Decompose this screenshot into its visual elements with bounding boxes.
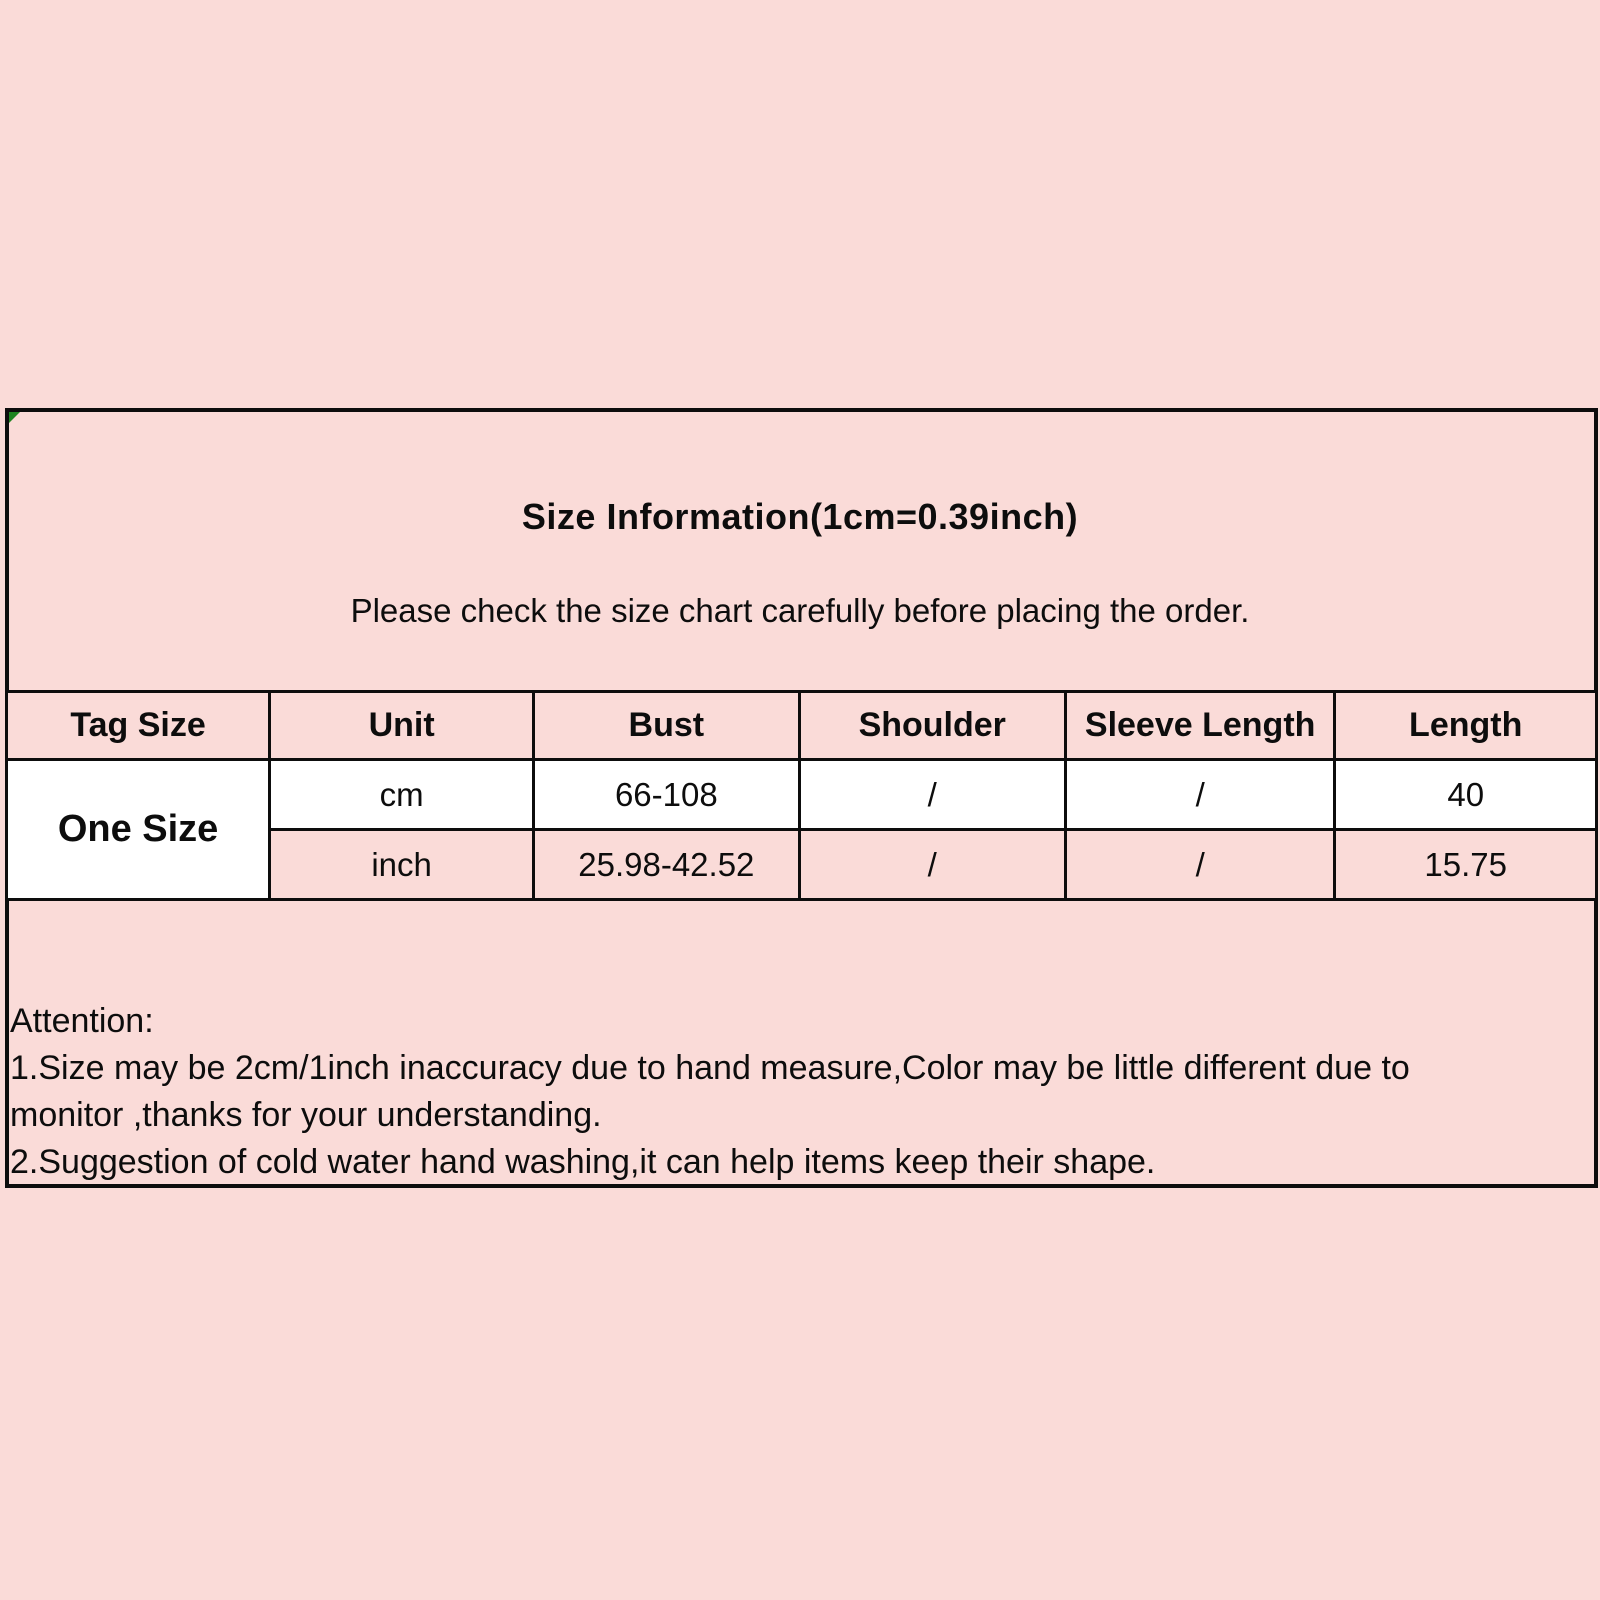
attention-note [10, 998, 1592, 1186]
page-subtitle: Please check the size chart carefully before placing the order. [350, 592, 1250, 629]
cell-unit-inch: inch [270, 830, 534, 900]
table-row-cm [7, 760, 1597, 830]
page-title: Size Information(1cm=0.39inch) [521, 496, 1079, 537]
size-table-header-row [7, 692, 1597, 760]
cell-length-inch: 15.75 [1335, 830, 1597, 900]
column-header-length: Length [1335, 692, 1597, 760]
cell-sleeve-length-cm: / [1065, 760, 1335, 830]
attention-heading: Attention: [10, 1002, 154, 1040]
column-header-sleeve-length: Sleeve Length [1065, 692, 1335, 760]
size-table [5, 690, 1598, 901]
attention-line-1: 1.Size may be 2cm/1inch inaccuracy due to hand measure,Color may be little different due to [10, 1049, 1410, 1087]
attention-line-3: 2.Suggestion of cold water hand washing,it can help items keep their shape. [10, 1143, 1156, 1181]
cell-length-cm: 40 [1335, 760, 1597, 830]
tag-size-cell: One Size [7, 760, 270, 900]
column-header-unit: Unit [270, 692, 534, 760]
green-corner-icon [9, 412, 20, 423]
cell-sleeve-length-inch: / [1065, 830, 1335, 900]
cell-bust-inch: 25.98-42.52 [534, 830, 800, 900]
cell-shoulder-cm: / [799, 760, 1065, 830]
column-header-bust: Bust [534, 692, 800, 760]
cell-shoulder-inch: / [799, 830, 1065, 900]
column-header-tag-size: Tag Size [7, 692, 270, 760]
attention-line-2: monitor ,thanks for your understanding. [10, 1096, 602, 1134]
cell-bust-cm: 66-108 [534, 760, 800, 830]
cell-unit-cm: cm [270, 760, 534, 830]
column-header-shoulder: Shoulder [799, 692, 1065, 760]
